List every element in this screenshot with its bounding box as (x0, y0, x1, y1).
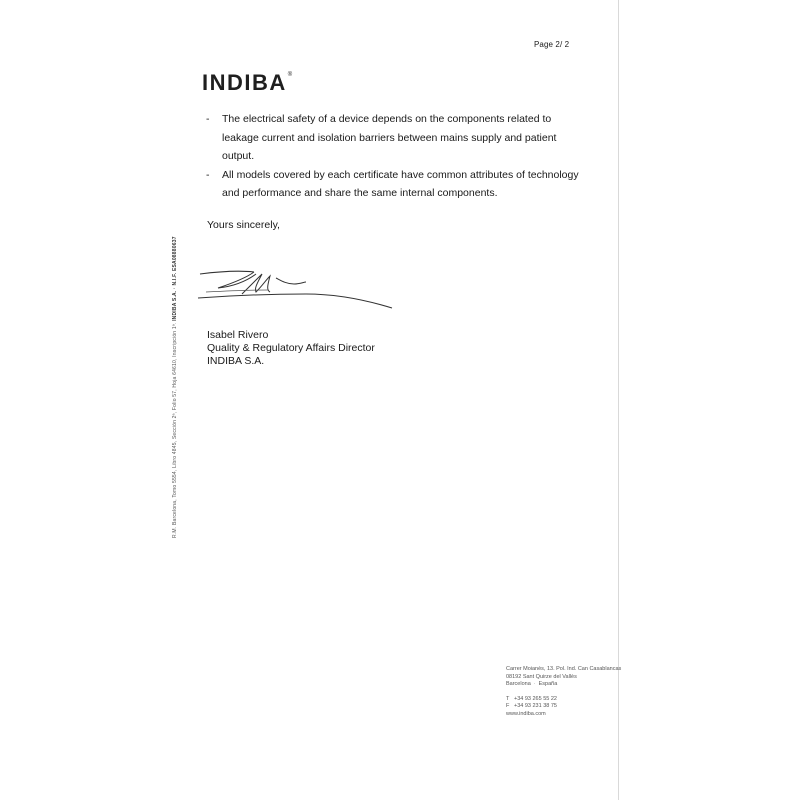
address-line-1: Carrer Moianès, 13. Pol. Ind. Can Casablancas (506, 666, 622, 672)
fax-label: F (506, 703, 510, 709)
bullet-marker: - (206, 113, 210, 125)
phone-number: +34 93 265 55 22 (514, 695, 557, 702)
registry-side-text (172, 236, 178, 538)
signatory-title: Quality & Regulatory Affairs Director (207, 342, 375, 354)
bullet-text: All models covered by each certificate have common attributes of technology and performance and share the same internal components. (222, 168, 579, 199)
company-id: INDIBA S.A. · N.I.F. ESA08880637 (172, 236, 178, 321)
signatory-company: INDIBA S.A. (207, 355, 265, 367)
phone-row (506, 696, 621, 704)
registered-mark: ® (287, 72, 294, 78)
signatory-name: Isabel Rivero (207, 329, 269, 341)
phone-label: T (506, 695, 510, 702)
address-line-2: 08192 Sant Quirze del Vallès (506, 673, 577, 680)
closing-salutation: Yours sincerely, (207, 219, 280, 231)
city-country: Barcelona · España (506, 681, 558, 687)
registry-details: R.M. Barcelona, Tomo 5554, Libro 4845, Sección 2ª, Folio 57, Hoja 64610, Inscripción 1ª. (172, 322, 178, 538)
bullet-text: The electrical safety of a device depends on the components related to leakage current and isolation barriers between mains supply and patient output. (222, 113, 557, 162)
signatory-block (207, 329, 375, 368)
country: España (538, 681, 558, 687)
city: Barcelona (506, 681, 531, 687)
bullet-list (206, 110, 586, 203)
website: www.indiba.com (506, 710, 546, 717)
handwritten-signature (196, 264, 396, 320)
indiba-logo (202, 70, 294, 96)
logo-text: INDIBA (202, 70, 287, 95)
company-footer (506, 666, 621, 718)
bullet-item (206, 166, 586, 203)
fax-number: +34 93 231 38 75 (514, 703, 557, 709)
bullet-marker: - (206, 168, 210, 181)
bullet-item (206, 110, 586, 166)
fax-row (506, 703, 621, 711)
page-number: Page 2/ 2 (534, 40, 570, 49)
